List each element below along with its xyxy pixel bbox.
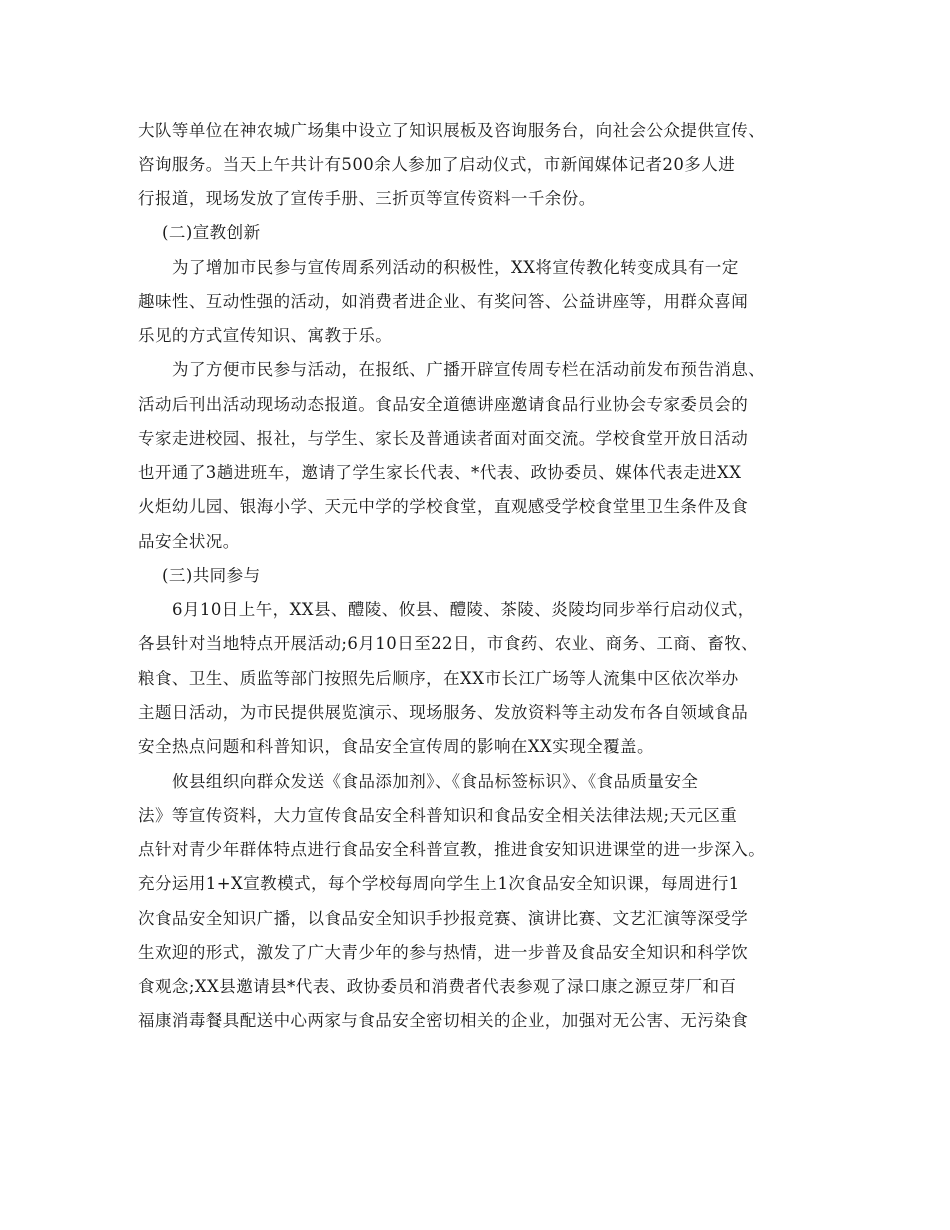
text-line: 行报道，现场发放了宣传手册、三折页等宣传资料一千余份。 <box>138 189 596 208</box>
text-line: 安全热点问题和科普知识，食品安全宣传周的影响在XX实现全覆盖。 <box>138 737 654 756</box>
text-line: 为了增加市民参与宣传周系列活动的积极性，XX将宣传教化转变成具有一定 <box>172 258 739 277</box>
text-line: 食观念;XX县邀请县*代表、政协委员和消费者代表参观了渌口康之源豆芽厂和百 <box>138 977 737 996</box>
text-line: 法》等宣传资料，大力宣传食品安全科普知识和食品安全相关法律法规;天元区重 <box>138 806 738 825</box>
text-line: 6月10日上午，XX县、醴陵、攸县、醴陵、茶陵、炎陵均同步举行启动仪式， <box>172 600 755 619</box>
text-line: 主题日活动，为市民提供展览演示、现场服务、发放资料等主动发布各自领域食品 <box>138 703 749 722</box>
text-line: 大队等单位在神农城广场集中设立了知识展板及咨询服务台，向社会公众提供宣传、 <box>138 121 766 140</box>
text-line: 次食品安全知识广播，以食品安全知识手抄报竞赛、演讲比赛、文艺汇演等深受学 <box>138 909 749 928</box>
text-line: 粮食、卫生、质监等部门按照先后顺序，在XX市长江广场等人流集中区依次举办 <box>138 669 739 688</box>
text-line: 活动后刊出活动现场动态报道。食品安全道德讲座邀请食品行业协会专家委员会的 <box>138 395 749 414</box>
text-line: 福康消毒餐具配送中心两家与食品安全密切相关的企业，加强对无公害、无污染食 <box>138 1011 749 1030</box>
text-line: 点针对青少年群体特点进行食品安全科普宣教，推进食安知识进课堂的进一步深入。 <box>138 840 766 859</box>
text-line: 攸县组织向群众发送《食品添加剂》、《食品标签标识》、《食品质量安全 <box>172 772 699 791</box>
text-line: 乐见的方式宣传知识、寓教于乐。 <box>138 326 393 345</box>
text-line: 趣味性、互动性强的活动，如消费者进企业、有奖问答、公益讲座等，用群众喜闻 <box>138 292 749 311</box>
text-line: 品安全状况。 <box>138 532 240 551</box>
text-line: 咨询服务。当天上午共计有500余人参加了启动仪式，市新闻媒体记者20多人进 <box>138 155 736 174</box>
text-line: 火炬幼儿园、银海小学、天元中学的学校食堂，直观感受学校食堂里卫生条件及食 <box>138 497 749 516</box>
text-line: 各县针对当地特点开展活动;6月10日至22日，市食药、农业、商务、工商、畜牧、 <box>138 634 759 653</box>
text-line: 专家走进校园、报社，与学生、家长及普通读者面对面交流。学校食堂开放日活动 <box>138 429 749 448</box>
text-line: 也开通了3趟进班车，邀请了学生家长代表、*代表、政协委员、媒体代表走进XX <box>138 463 742 482</box>
text-line: 为了方便市民参与活动，在报纸、广播开辟宣传周专栏在活动前发布预告消息、 <box>172 360 766 379</box>
text-line: 充分运用1+X宣教模式，每个学校每周向学生上1次食品安全知识课，每周进行1 <box>138 874 740 893</box>
text-line: 生欢迎的形式，激发了广大青少年的参与热情，进一步普及食品安全知识和科学饮 <box>138 943 749 962</box>
section-heading: (二)宣教创新 <box>162 223 261 242</box>
section-heading: (三)共同参与 <box>162 566 261 585</box>
